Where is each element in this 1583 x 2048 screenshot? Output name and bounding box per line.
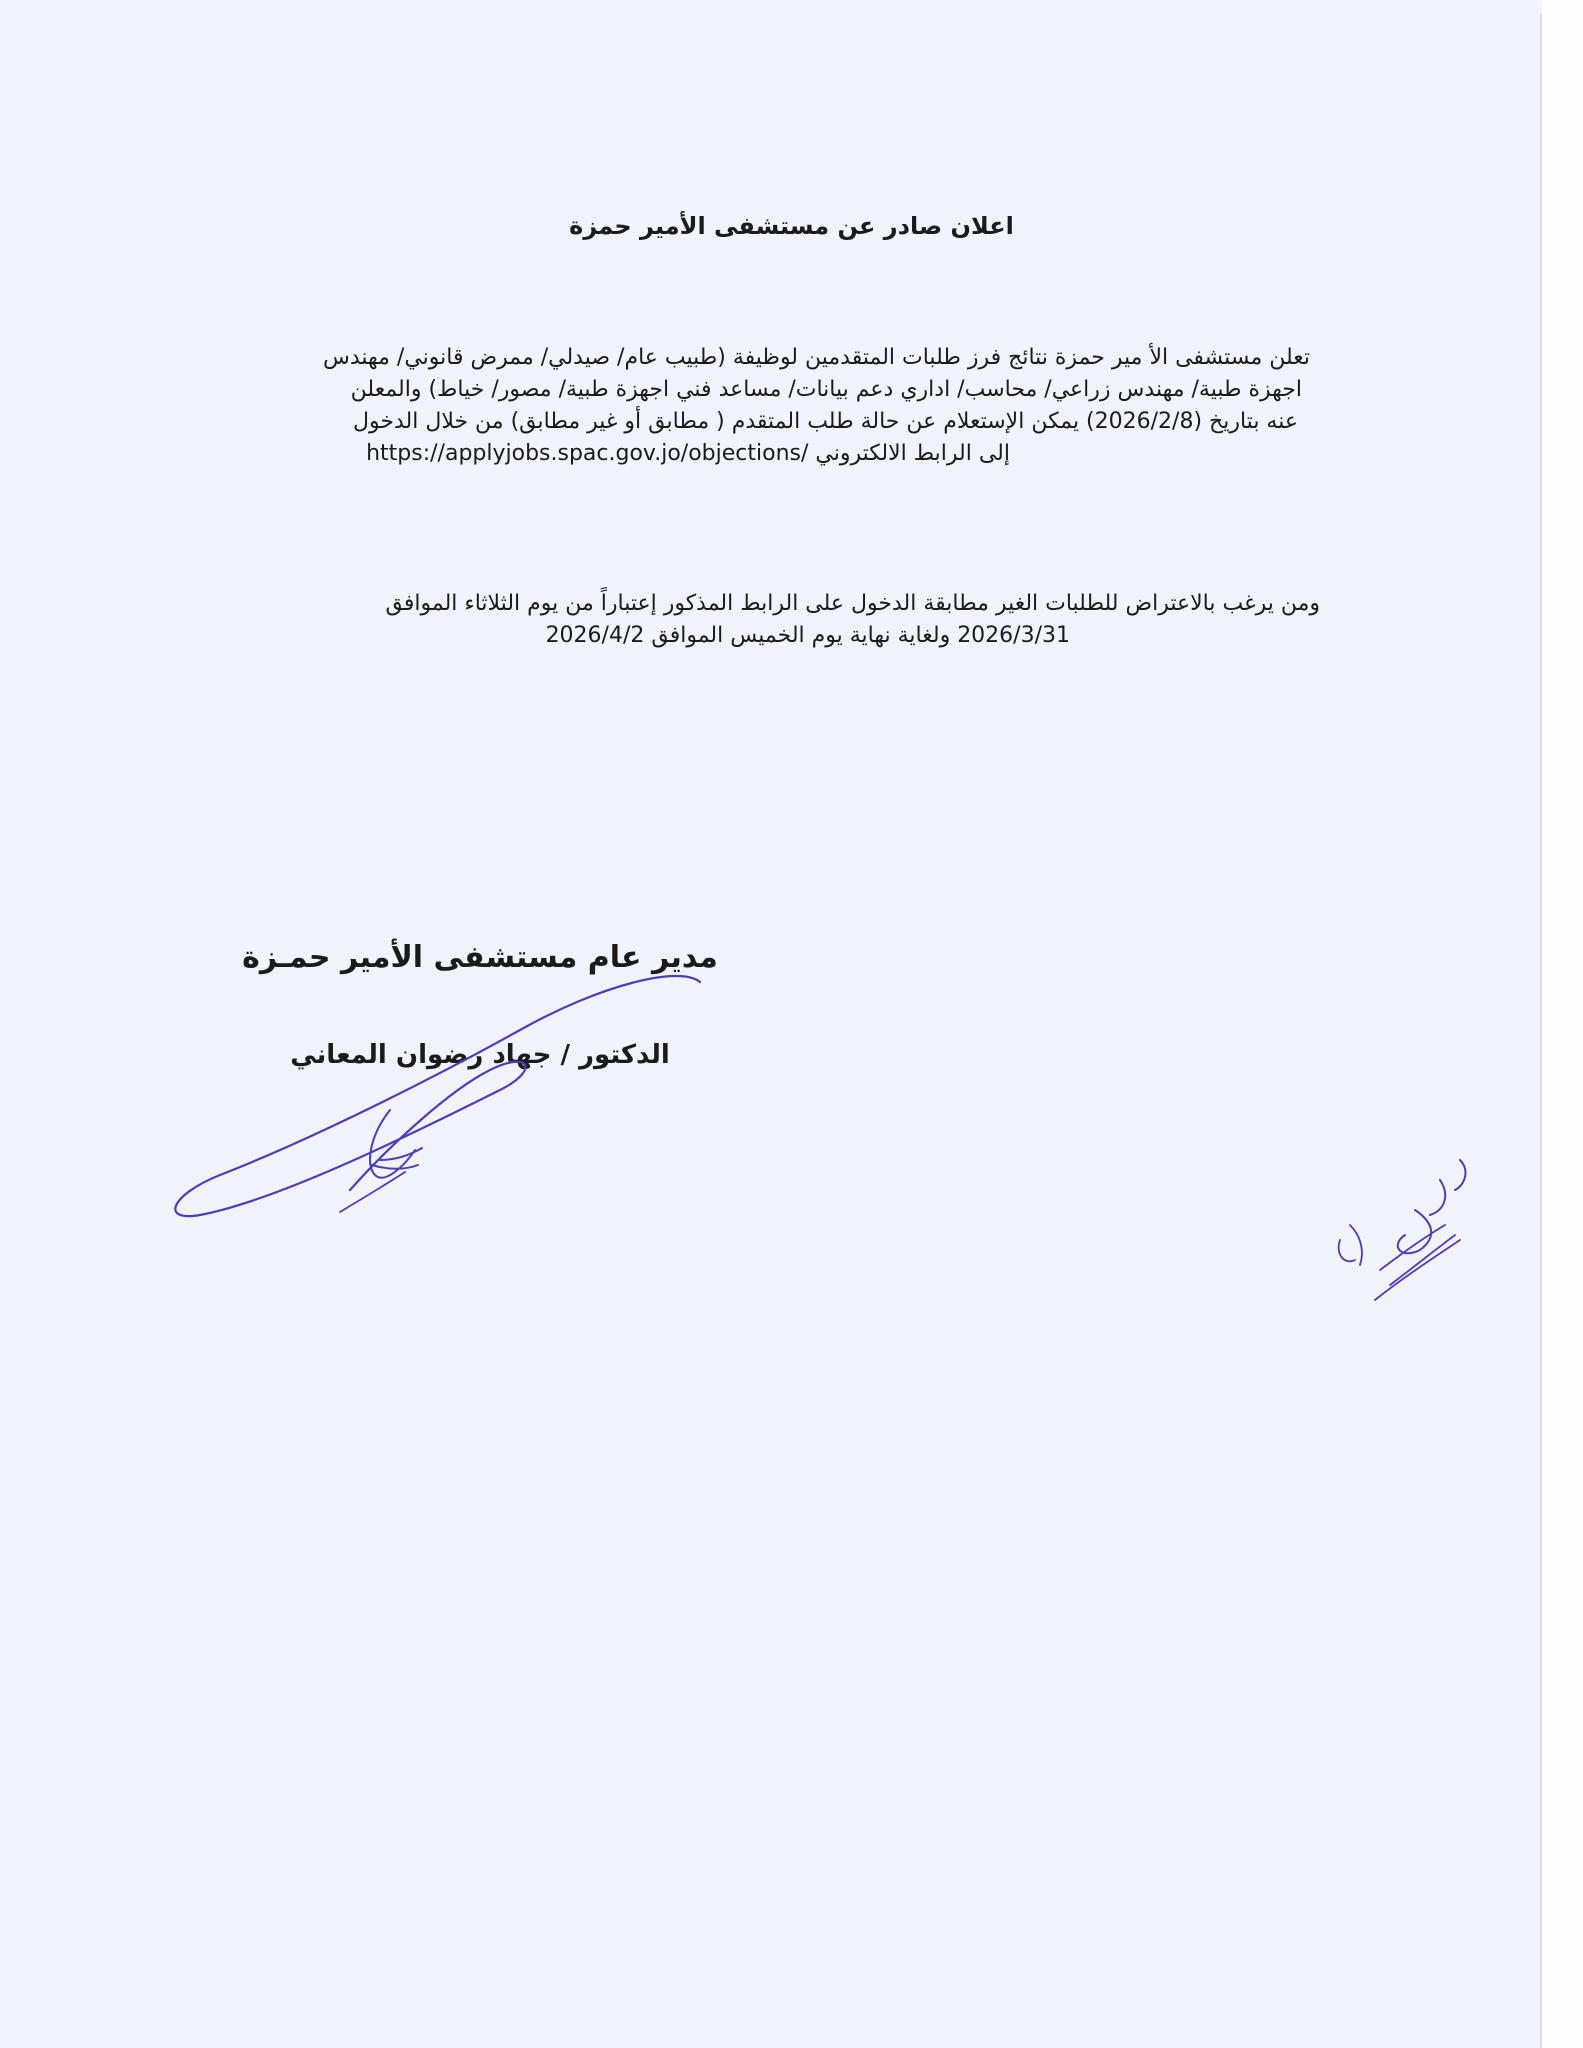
paragraph-line: عنه بتاريخ (2026/2/8) يمكن الإستعلام عن حالة طلب المتقدم ( مطابق أو غير مطابق) من خلال الدخول [353,409,1298,434]
announcement-title: اعلان صادر عن مستشفى الأمير حمزة [569,212,1014,240]
paragraph-line-with-link: إلى الرابط الالكتروني /https://applyjobs.spac.gov.jo/objections [366,441,1010,466]
handwritten-initials-icon [1320,1140,1490,1310]
handwritten-signature-icon [160,960,720,1230]
paragraph-line: تعلن مستشفى الأ مير حمزة نتائج فرز طلبات المتقدمين لوظيفة (طبيب عام/ صيدلي/ ممرض قانوني/ مهندس [322,345,1310,370]
paragraph-line: ومن يرغب بالاعتراض للطلبات الغير مطابقة الدخول على الرابط المذكور إعتباراً من يوم الثلاثاء الموافق [385,591,1320,616]
signatory-name: الدكتور / جهاد رضوان المعاني [290,1040,670,1070]
announcement-paragraph [240,342,1310,470]
paragraph-line: 2026/3/31 ولغاية نهاية يوم الخميس الموافق 2026/4/2 [545,623,1070,648]
scan-edge [1542,0,1583,2048]
paragraph-line: اجهزة طبية/ مهندس زراعي/ محاسب/ اداري دعم بيانات/ مساعد فني اجهزة طبية/ مصور/ خياط) والمعلن [350,377,1302,402]
signatory-title: مدير عام مستشفى الأمير حمـزة [242,940,718,975]
objection-paragraph [240,588,1320,652]
